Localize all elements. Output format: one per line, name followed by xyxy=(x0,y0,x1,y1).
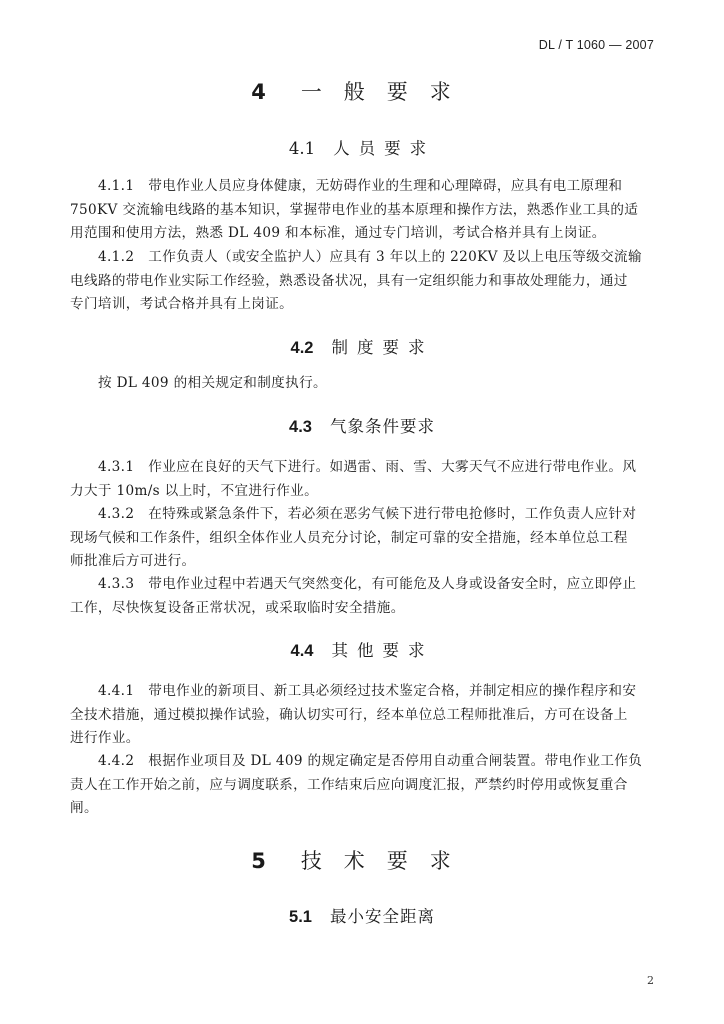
section-title: 气象条件要求 xyxy=(329,417,435,436)
page-number: 2 xyxy=(647,974,654,987)
chapter-title: 技术要求 xyxy=(300,849,473,873)
text-line: 闸。 xyxy=(70,800,98,817)
chapter-4-heading xyxy=(0,76,724,106)
chapter-number: 5 xyxy=(251,849,267,873)
text-line: 进行作业。 xyxy=(70,730,140,747)
section-4-3-heading xyxy=(0,413,724,437)
section-4-4-heading xyxy=(0,637,724,661)
text-line: 用范围和使用方法，熟悉 DL 409 和本标准，通过专门培训，考试合格并具有上岗证。 xyxy=(70,225,606,242)
section-title: 其他要求 xyxy=(331,641,434,660)
paragraph-4-1-2 xyxy=(70,246,656,317)
paragraph-4-1-1 xyxy=(70,175,656,246)
chapter-title: 一般要求 xyxy=(300,80,473,104)
paragraph-4-4-2 xyxy=(70,750,656,821)
paragraph-4-2 xyxy=(70,372,656,396)
paragraph-4-4-1 xyxy=(70,680,656,751)
section-title: 制度要求 xyxy=(331,338,434,357)
text-line: 按 DL 409 的相关规定和制度执行。 xyxy=(98,375,327,391)
text-line: 750KV 交流输电线路的基本知识，掌握带电作业的基本原理和操作方法，熟悉作业工具的适 xyxy=(70,201,639,218)
section-5-1-heading xyxy=(0,903,724,927)
text-line: 4.3.2 在特殊或紧急条件下，若必须在恶劣气候下进行带电抢修时，工作负责人应针对 xyxy=(98,506,637,522)
text-line: 4.1.1 带电作业人员应身体健康，无妨碍作业的生理和心理障碍，应具有电工原理和 xyxy=(98,178,623,194)
standard-code-header: DL / T 1060 — 2007 xyxy=(538,38,654,52)
section-title: 最小安全距离 xyxy=(329,907,435,926)
section-number: 5.1 xyxy=(289,908,312,926)
paragraph-4-3-1 xyxy=(70,456,656,503)
text-line: 4.4.1 带电作业的新项目、新工具必须经过技术鉴定合格，并制定相应的操作程序和安 xyxy=(98,683,637,699)
paragraph-4-3-2 xyxy=(70,503,656,574)
text-line: 专门培训，考试合格并具有上岗证。 xyxy=(70,296,294,313)
section-number: 4.1 xyxy=(288,139,316,158)
text-line: 4.4.2 根据作业项目及 DL 409 的规定确定是否停用自动重合闸装置。带电作业工作负 xyxy=(98,753,643,769)
section-number: 4.2 xyxy=(290,339,314,357)
text-line: 4.3.3 带电作业过程中若遇天气突然变化，有可能危及人身或设备安全时，应立即停止 xyxy=(98,576,637,592)
text-line: 力大于 10m/s 以上时，不宜进行作业。 xyxy=(70,482,319,499)
text-line: 现场气候和工作条件，组织全体作业人员充分讨论，制定可靠的安全措施，经本单位总工程 xyxy=(70,529,628,546)
chapter-5-heading xyxy=(0,845,724,875)
text-line: 4.3.1 作业应在良好的天气下进行。如遇雷、雨、雪、大雾天气不应进行带电作业。风 xyxy=(98,459,637,475)
section-number: 4.3 xyxy=(289,418,312,436)
chapter-number: 4 xyxy=(251,80,267,104)
section-4-2-heading xyxy=(0,334,724,358)
text-line: 4.1.2 工作负责人（或安全监护人）应具有 3 年以上的 220KV 及以上电压等级交流输 xyxy=(98,249,642,265)
section-4-1-heading xyxy=(0,135,724,159)
text-line: 电线路的带电作业实际工作经验，熟悉设备状况，具有一定组织能力和事故处理能力，通过 xyxy=(70,272,628,289)
text-line: 责人在工作开始之前，应与调度联系，工作结束后应向调度汇报，严禁约时停用或恢复重合 xyxy=(70,776,628,793)
section-number: 4.4 xyxy=(290,642,314,660)
text-line: 全技术措施，通过模拟操作试验，确认切实可行，经本单位总工程师批准后，方可在设备上 xyxy=(70,706,628,723)
text-line: 工作，尽快恢复设备正常状况，或采取临时安全措施。 xyxy=(70,599,405,616)
paragraph-4-3-3 xyxy=(70,573,656,620)
section-title: 人员要求 xyxy=(333,139,436,158)
text-line: 师批准后方可进行。 xyxy=(70,553,196,570)
